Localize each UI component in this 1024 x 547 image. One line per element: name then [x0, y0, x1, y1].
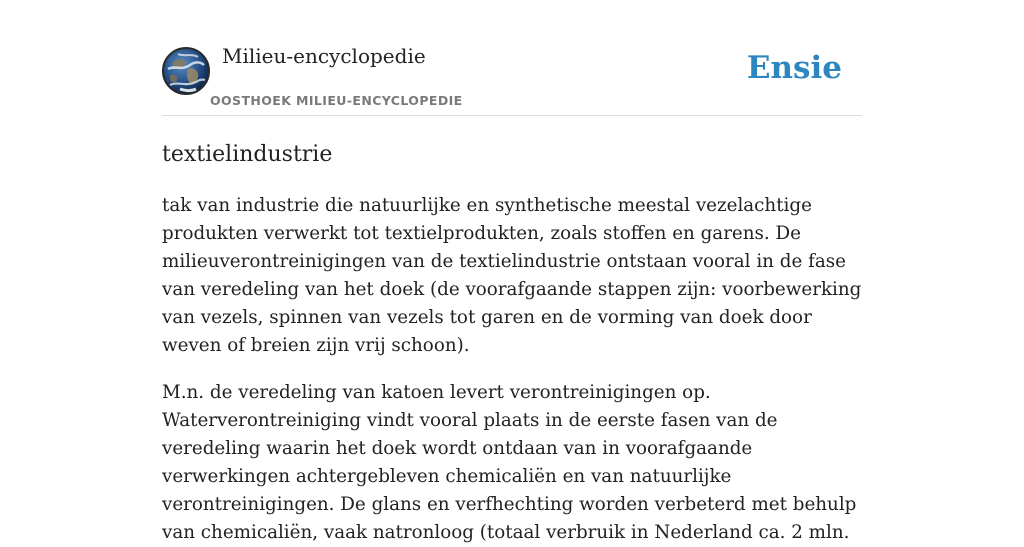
- earth-globe-icon[interactable]: [162, 47, 210, 95]
- article-paragraph: M.n. de veredeling van katoen levert verontreinigingen op. Waterverontreiniging vindt vooral plaats in de eerste fasen van de veredeling waarin het doek wordt ontdaan van in voorafgaande verwerkingen achtergebleven chemicaliën en van natuurlijke verontreinigingen. De glans en verfhechting worden verbeterd met behulp van chemicaliën, vaak natronloog (totaal verbruik in Nederland ca. 2 mln.: [162, 382, 857, 543]
- ensie-logo-link[interactable]: Ensie: [746, 50, 842, 86]
- article-title: textielindustrie: [162, 142, 333, 167]
- site-subtitle: OOSTHOEK MILIEU-ENCYCLOPEDIE: [210, 93, 463, 108]
- article-paragraph: tak van industrie die natuurlijke en synthetische meestal vezelachtige produkten verwerkt tot textielprodukten, zoals stoffen en garens. De milieuverontreinigingen van de textielindustrie ontstaan vooral in de fase van veredeling van het doek (de voorafgaande stappen zijn: voorbewerking van vezels, spinnen van vezels tot garen en de vorming van doek door weven of breien zijn vrij schoon).: [162, 195, 862, 356]
- site-header: [162, 0, 862, 116]
- content-column: [162, 0, 862, 547]
- site-title[interactable]: Milieu-encyclopedie: [222, 44, 426, 68]
